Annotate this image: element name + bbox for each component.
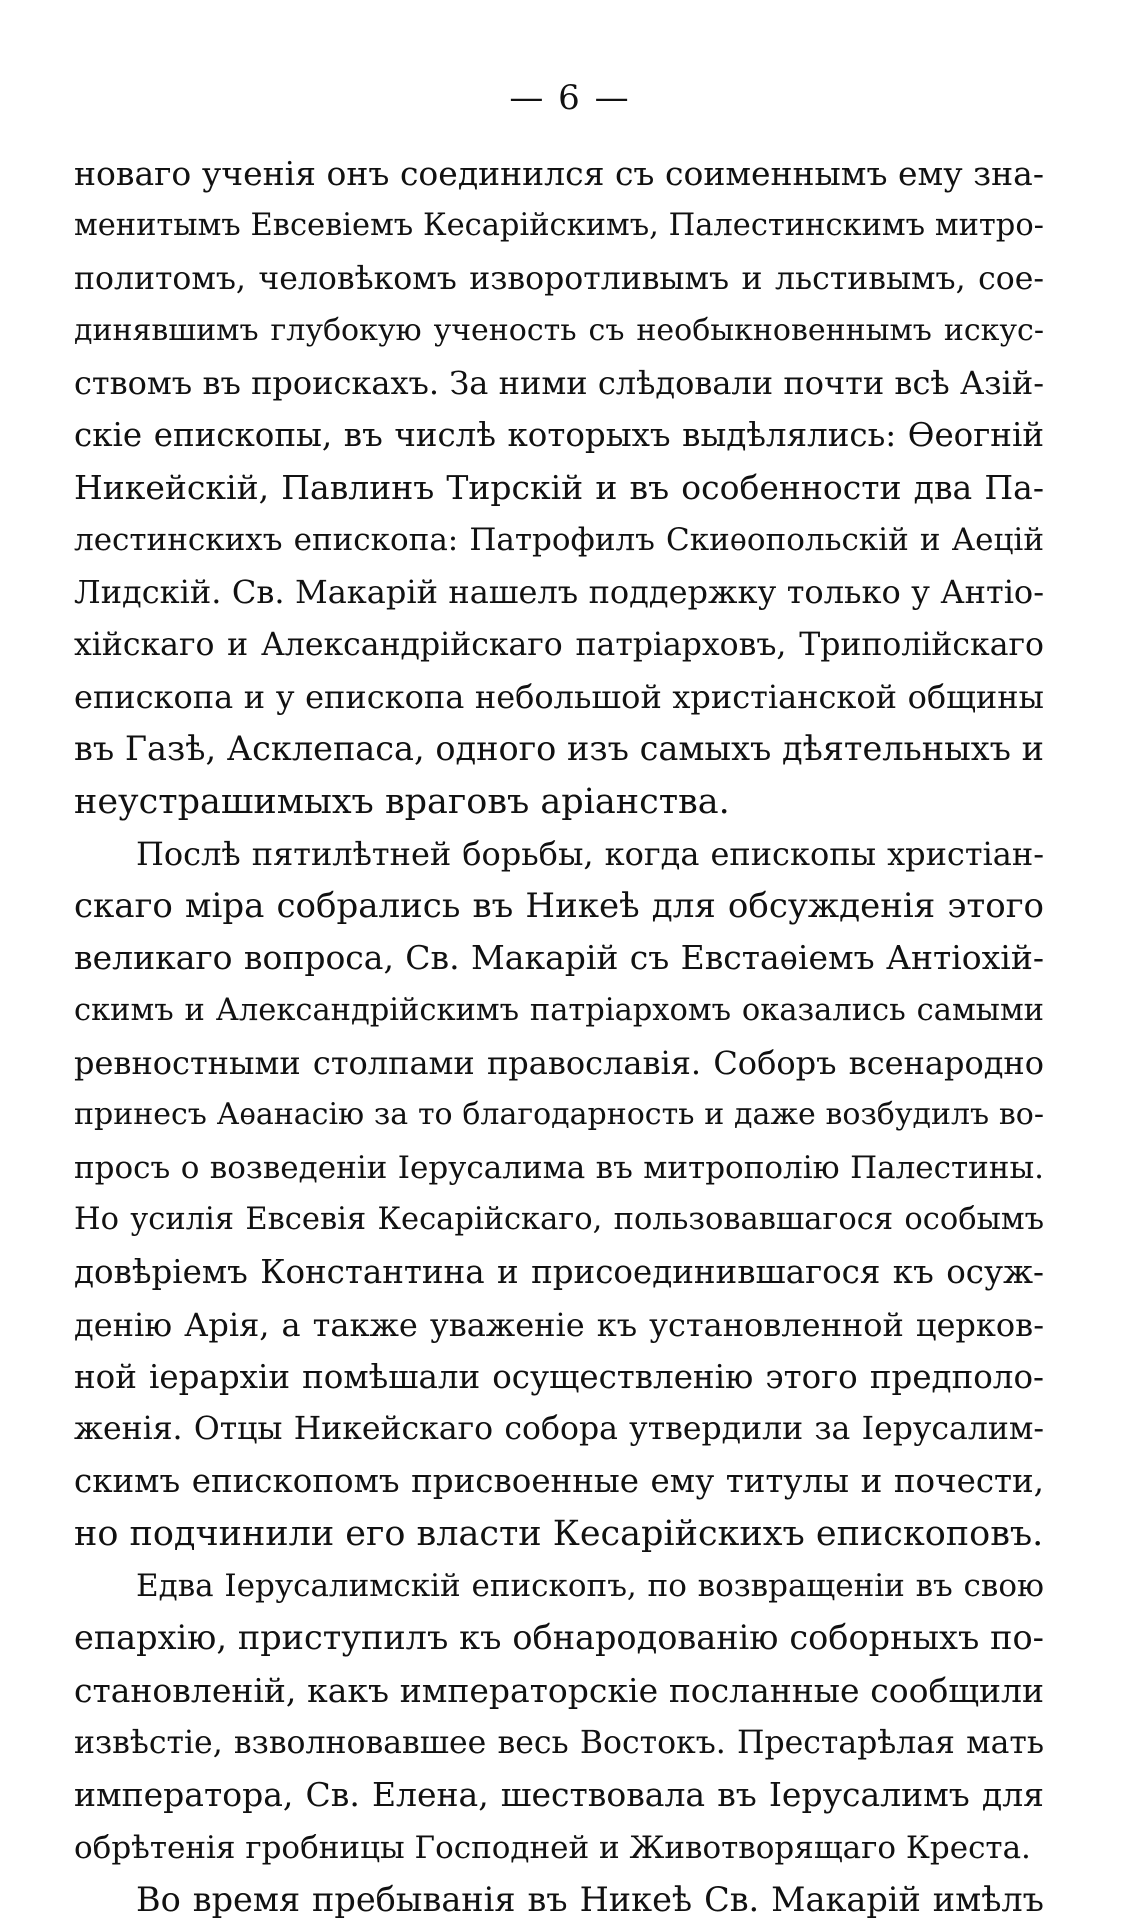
text-line: политомъ, человѣкомъ изворотливымъ и льстивымъ, сое-	[74, 260, 1044, 297]
text-line: Лидскій. Св. Макарій нашелъ поддержку только у Антіо-	[74, 573, 1044, 612]
text-line: императора, Св. Елена, шествовала въ Іерусалимъ для	[74, 1775, 1044, 1815]
text-line: Но усилія Евсевія Кесарійскаго, пользовавшагося особымъ	[74, 1201, 1044, 1237]
text-line: просъ о возведеніи Іерусалима въ митрополію Палестины.	[74, 1149, 1044, 1186]
text-line: динявшимъ глубокую ученость съ необыкновеннымъ искус-	[74, 312, 1044, 348]
text-line: ревностными столпами православія. Соборъ всенародно	[74, 1044, 1044, 1083]
text-line: становленій, какъ императорскіе посланные сообщили	[74, 1670, 1044, 1710]
text-line: Едва Іерусалимскій епископъ, по возвращеніи въ свою	[136, 1568, 1044, 1605]
text-line: неустрашимыхъ враговъ аріанства.	[74, 781, 730, 822]
text-line: новаго ученія онъ соединился съ соименнымъ ему зна-	[74, 154, 1044, 193]
text-line: скимъ и Александрійскимъ патріархомъ оказались самыми	[74, 992, 1044, 1028]
text-line: Никейскій, Павлинъ Тирскій и въ особенности два Па-	[74, 467, 1044, 507]
text-line: менитымъ Евсевіемъ Кесарійскимъ, Палестинскимъ митро-	[74, 208, 1044, 244]
text-line: скимъ епископомъ присвоенные ему титулы и почести,	[74, 1462, 1044, 1501]
text-line: скаго міра собрались въ Никеѣ для обсужденія этого	[74, 886, 1044, 927]
text-line: ствомъ въ проискахъ. За ними слѣдовали почти всѣ Азій-	[74, 364, 1044, 403]
text-line: въ Газѣ, Асклепаса, одного изъ самыхъ дѣятельныхъ и	[74, 729, 1044, 769]
text-line: женія. Отцы Никейскаго собора утвердили за Іерусалим-	[74, 1411, 1044, 1448]
text-line: великаго вопроса, Св. Макарій съ Евстаѳіемъ Антіохій-	[74, 938, 1044, 978]
text-line: лестинскихъ епископа: Патрофилъ Скиѳопольскій и Аецій	[74, 522, 1044, 559]
text-line: ной іерархіи помѣшали осуществленію этого предполо-	[74, 1357, 1044, 1396]
text-line: Послѣ пятилѣтней борьбы, когда епископы христіан-	[136, 834, 1044, 873]
text-line: скіе епископы, въ числѣ которыхъ выдѣлялись: Ѳеогній	[74, 416, 1044, 455]
text-line: извѣстіе, взволновавшее весь Востокъ. Престарѣлая мать	[74, 1724, 1044, 1761]
text-line: но подчинили его власти Кесарійскихъ епископовъ.	[74, 1513, 1044, 1554]
text-line: обрѣтенія гробницы Господней и Животворящаго Креста.	[74, 1829, 1031, 1866]
text-line: епископа и у епископа небольшой христіанской общины	[74, 677, 1044, 716]
body-text	[74, 148, 1044, 1926]
text-line: Во время пребыванія въ Никеѣ Св. Макарій имѣлъ	[136, 1879, 1044, 1919]
page-number: — 6 —	[509, 78, 631, 118]
text-line: епархію, приступилъ къ обнародованію соборныхъ по-	[74, 1618, 1044, 1658]
text-line: довѣріемъ Константина и присоединившагося къ осуж-	[74, 1253, 1044, 1292]
text-line: денію Арія, а также уваженіе къ установленной церков-	[74, 1305, 1044, 1344]
text-line: принесъ Аѳанасію за то благодарность и даже возбудилъ во-	[74, 1097, 1044, 1133]
text-line: хійскаго и Александрійскаго патріарховъ, Триполійскаго	[74, 626, 1044, 663]
